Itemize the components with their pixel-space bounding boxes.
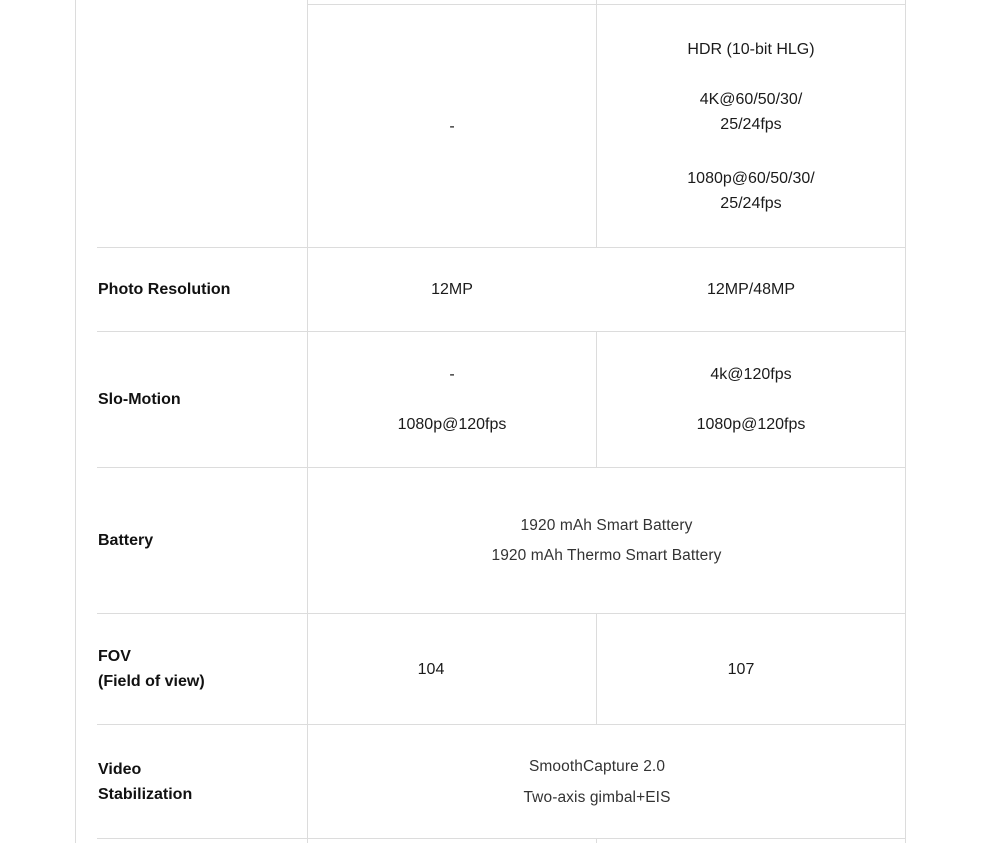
photo-resolution-value-model-1: 12MP xyxy=(431,281,473,298)
video-stabilization-cell xyxy=(308,725,886,838)
hdr-value-model-1: - xyxy=(449,117,455,135)
video-stabilization-label-line2: Stabilization xyxy=(98,785,193,803)
photo-resolution-cell-model-2 xyxy=(597,248,905,331)
row-label-battery xyxy=(98,468,303,613)
fov-cell-model-2 xyxy=(597,614,885,724)
fov-cell-model-1 xyxy=(308,614,554,724)
battery-label: Battery xyxy=(98,532,154,549)
hdr-cell-model-1 xyxy=(308,5,596,247)
video-stabilization-value-line1: SmoothCapture 2.0 xyxy=(528,757,666,775)
video-stabilization-value-line2: Two-axis gimbal+EIS xyxy=(523,788,671,806)
battery-value-line2: 1920 mAh Thermo Smart Battery xyxy=(491,546,722,564)
column-divider-2-bottom xyxy=(596,839,597,843)
fov-label-line2: (Field of view) xyxy=(98,673,205,690)
row-label-photo-resolution xyxy=(98,248,303,331)
slo-motion-cell-model-2 xyxy=(597,332,905,467)
photo-resolution-cell-model-1 xyxy=(308,248,596,331)
fov-value-model-2: 107 xyxy=(727,660,755,678)
hdr-title: HDR (10-bit HLG) xyxy=(687,40,815,58)
table-left-border xyxy=(75,0,76,843)
row-label-fov xyxy=(98,614,303,724)
video-stabilization-label-line1: Video xyxy=(98,760,142,778)
slo-motion-value-model-2-line1: 4k@120fps xyxy=(710,366,792,383)
row-label-video-stabilization xyxy=(98,725,303,838)
hdr-cell-model-2 xyxy=(597,5,905,247)
battery-value-line1: 1920 mAh Smart Battery xyxy=(520,516,693,534)
slo-motion-label: Slo-Motion xyxy=(98,391,181,408)
table-right-border xyxy=(905,0,906,843)
fov-value-model-1: 104 xyxy=(417,660,445,678)
photo-resolution-label: Photo Resolution xyxy=(98,281,231,298)
row-label-slo-motion xyxy=(98,332,303,467)
hdr-4k-line2: 25/24fps xyxy=(720,115,782,133)
battery-cell xyxy=(308,468,905,613)
hdr-4k-line1: 4K@60/50/30/ xyxy=(699,90,803,108)
slo-motion-cell-model-1 xyxy=(308,332,596,467)
hdr-1080p-line2: 25/24fps xyxy=(720,194,782,212)
slo-motion-value-model-1-line1: - xyxy=(449,366,455,383)
row-divider xyxy=(97,838,905,839)
hdr-1080p-line1: 1080p@60/50/30/ xyxy=(687,169,815,187)
slo-motion-value-model-2-line2: 1080p@120fps xyxy=(696,416,806,433)
fov-label-line1: FOV xyxy=(98,648,131,665)
slo-motion-value-model-1-line2: 1080p@120fps xyxy=(397,416,507,433)
photo-resolution-value-model-2: 12MP/48MP xyxy=(706,281,796,298)
